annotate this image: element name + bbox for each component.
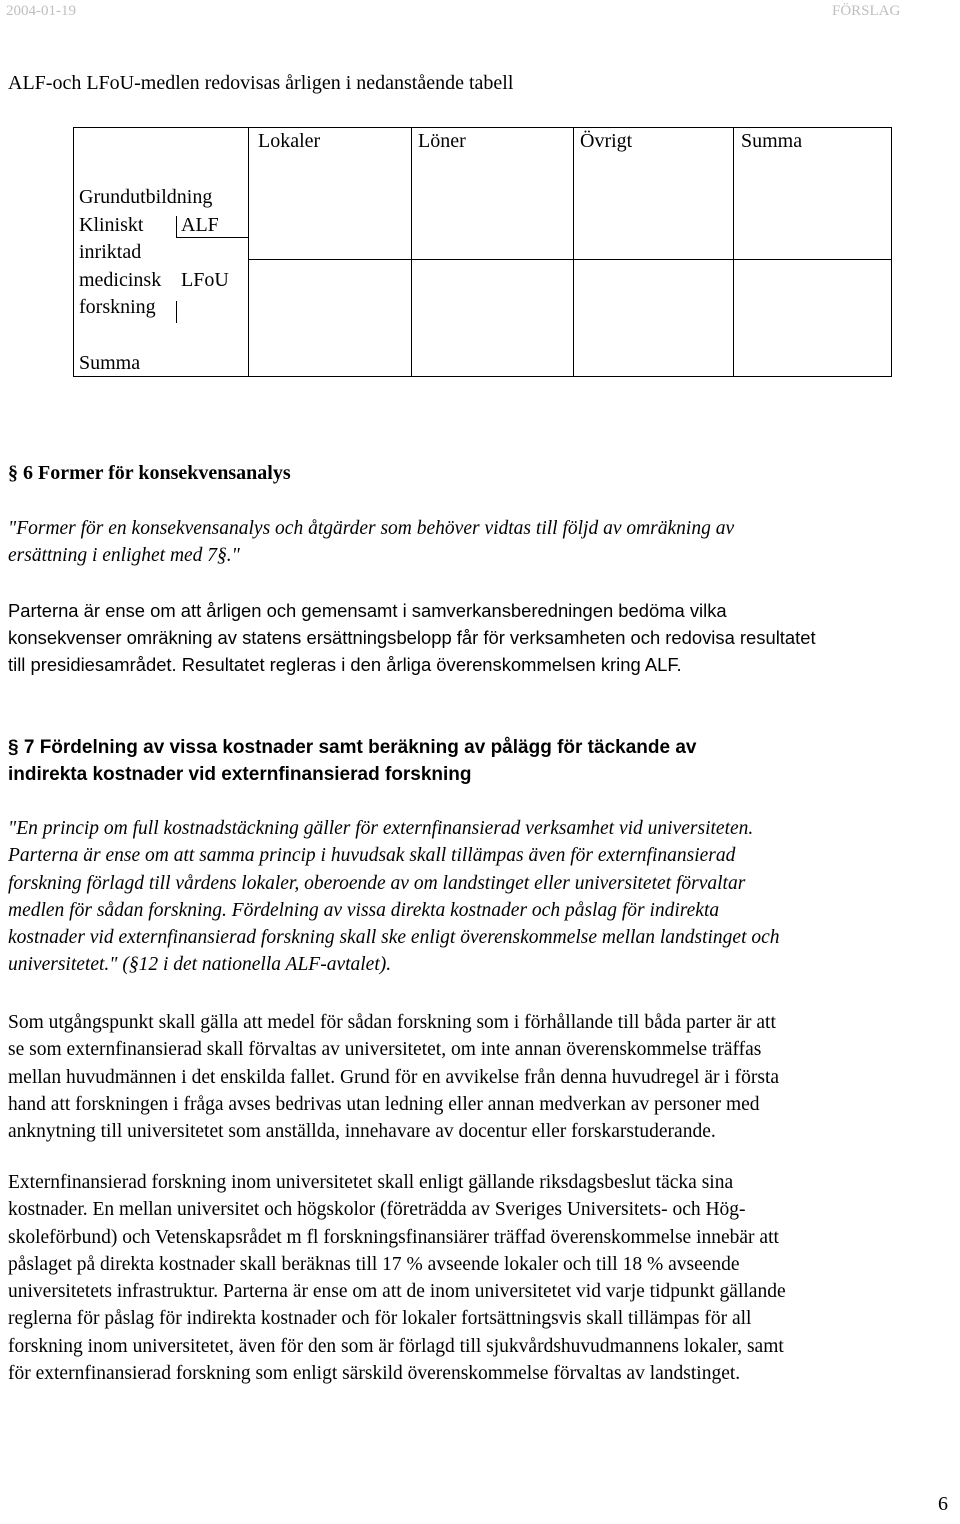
section6-quote-line: ersättning i enlighet med 7§." (8, 545, 240, 567)
row-alf: ALF (181, 214, 219, 236)
row-summa: Summa (79, 352, 141, 374)
section6-paragraph (8, 597, 956, 678)
col-summa: Summa (741, 130, 803, 152)
col-ovrigt: Övrigt (580, 130, 633, 152)
section7-paragraph1-line: anknytning till universitetet som anställda, innehavare av docentur eller forskarstuderande. (8, 1121, 716, 1143)
section7-quote-line: Parterna är ense om att samma princip i huvudsak skall tillämpas även för externfinansierad (8, 845, 736, 867)
section6-quote (8, 515, 956, 570)
section7-heading-line: § 7 Fördelning av vissa kostnader samt beräkning av pålägg för täckande av (8, 737, 697, 758)
section7-paragraph2-line: kostnader. En mellan universitet och högskolor (företrädda av Sveriges Universitets- och Hög- (8, 1199, 746, 1221)
section7-quote-line: universitetet." (§12 i det nationella ALF-avtalet). (8, 954, 392, 976)
header-status: FÖRSLAG (832, 3, 901, 19)
section6-paragraph-line: till presidiesamrådet. Resultatet regleras i den årliga överenskommelsen kring ALF. (8, 654, 682, 675)
section7-quote-line: forskning förlagd till vårdens lokaler, oberoende av om landstinget eller universitetet förvaltar (8, 872, 746, 894)
section7-paragraph1-line: mellan huvudmännen i det enskilda fallet. Grund för en avvikelse från denna huvudregel är i första (8, 1066, 780, 1088)
row-kliniskt-line2: inriktad (79, 241, 142, 263)
col-loner: Löner (418, 130, 466, 152)
section7-paragraph2-line: Externfinansierad forskning inom universitetet skall enligt gällande riksdagsbeslut täcka sina (8, 1172, 734, 1193)
row-kliniskt-line4: forskning (79, 296, 156, 318)
section7-paragraph2-line: universitetets infrastruktur. Parterna är ense om att de inom universitetet vid varje tidpunkt gällande (8, 1281, 786, 1303)
row-lfou: LFoU (181, 269, 229, 291)
section6-quote-line: "Former för en konsekvensanalys och åtgärder som behöver vidtas till följd av omräkning av (8, 518, 735, 539)
section7-paragraph2 (8, 1169, 956, 1387)
section7-quote (8, 815, 956, 979)
section6-paragraph-line: konsekvenser omräkning av statens ersättningsbelopp får för verksamheten och redovisa resultatet (8, 627, 816, 648)
header-date: 2004-01-19 (6, 3, 76, 19)
section7-paragraph1-line: se som externfinansierad skall förvaltas av universitetet, om inte annan överenskommelse träffas (8, 1039, 762, 1061)
row-kliniskt-line3: medicinsk (79, 269, 162, 291)
section7-quote-line: kostnader vid externfinansierad forskning skall ske enligt överenskommelse mellan landstinget och (8, 927, 780, 949)
row-grundutbildning: Grundutbildning (79, 186, 213, 208)
col-lokaler: Lokaler (258, 130, 321, 152)
section7-paragraph1-line: hand att forskningen i fråga avses bedrivas utan ledning eller annan medverkan av personer med (8, 1093, 760, 1115)
section7-paragraph2-line: skoleförbund) och Vetenskapsrådet m fl forskningsfinansiärer träffad överenskommelse innebär att (8, 1226, 779, 1248)
funding-table (73, 127, 892, 377)
row-kliniskt-line1: Kliniskt (79, 214, 144, 236)
section7-paragraph1-line: Som utgångspunkt skall gälla att medel för sådan forskning som i förhållande till båda parter är att (8, 1012, 776, 1033)
section7-paragraph2-line: forskning inom universitetet, även för den som är förlagd till sjukvårdshuvudmannens lokaler, samt (8, 1335, 784, 1357)
section7-heading-line: indirekta kostnader vid externfinansierad forskning (8, 764, 472, 785)
section6-paragraph-line: Parterna är ense om att årligen och gemensamt i samverkansberedningen bedöma vilka (8, 600, 727, 621)
section7-paragraph2-line: reglerna för påslag för indirekta kostnader och för lokaler fortsättningsvis skall tillämpas för all (8, 1308, 752, 1330)
section7-heading (8, 734, 696, 788)
section7-paragraph2-line: för externfinansierad forskning som enligt särskild överenskommelse förvaltas av landstinget. (8, 1363, 741, 1385)
section6-heading: § 6 Former för konsekvensanalys (8, 462, 291, 484)
section7-paragraph2-line: påslaget på direkta kostnader skall beräknas till 17 % avseende lokaler och till 18 % avseende (8, 1253, 740, 1275)
section7-paragraph1 (8, 1009, 956, 1145)
section7-quote-line: medlen för sådan forskning. Fördelning av vissa direkta kostnader och påslag för indirekta (8, 899, 720, 921)
page-number: 6 (938, 1493, 948, 1515)
section7-quote-line: "En princip om full kostnadstäckning gäller för externfinansierad verksamhet vid universiteten. (8, 818, 754, 839)
intro-text: ALF-och LFoU-medlen redovisas årligen i nedanstående tabell (8, 72, 514, 94)
